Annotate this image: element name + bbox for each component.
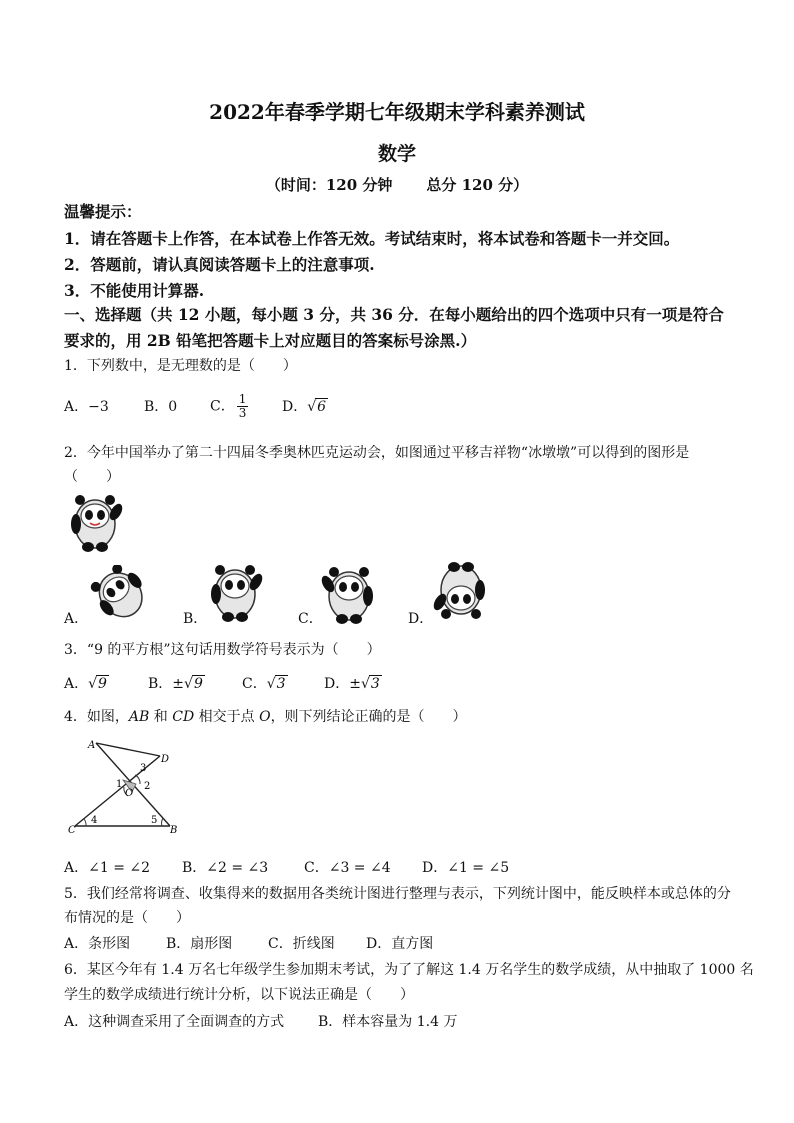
q5-option-b: B．扇形图 xyxy=(166,936,233,952)
q2-option-d-label: D． xyxy=(408,611,434,627)
label-point-b: B xyxy=(170,825,178,836)
q5-option-c: C．折线图 xyxy=(268,936,335,952)
notice-item-2: 2．答题前，请认真阅读答题卡上的注意事项. xyxy=(64,255,375,274)
q4-option-a: A．∠1 = ∠2 xyxy=(64,860,151,876)
label-point-a: A xyxy=(88,740,96,751)
label-point-d: D xyxy=(161,754,170,765)
q6-options xyxy=(64,1011,457,1031)
q5-stem-line1: 5．我们经常将调查、收集得来的数据用各类统计图进行整理与表示，下列统计图中，能反映样本或总体的分 xyxy=(64,886,731,902)
total-score: 总分 120 分） xyxy=(426,176,529,194)
notice-item-3: 3．不能使用计算器. xyxy=(64,281,205,300)
label-angle-3: 3 xyxy=(140,763,147,774)
q2-option-c-label: C． xyxy=(298,611,323,627)
section-heading-line1: 一、选择题（共 12 小题，每小题 3 分，共 36 分．在每小题给出的四个选项中只有一项是符合 xyxy=(64,305,724,324)
label-point-c: C xyxy=(68,825,76,836)
q3-option-d: D．±√3 xyxy=(324,676,380,692)
q4-geometry-figure xyxy=(64,732,196,838)
time-limit: （时间：120 分钟 xyxy=(265,176,393,194)
label-angle-4: 4 xyxy=(91,815,98,826)
q6-option-a: A．这种调查采用了全面调查的方式 xyxy=(64,1014,285,1030)
q1-option-b: B．0 xyxy=(144,398,178,415)
q3-options xyxy=(64,673,382,693)
label-point-o: O xyxy=(125,788,134,799)
notice-item-1: 1．请在答题卡上作答，在本试卷上作答无效。考试结束时，将本试卷和答题卡一并交回。 xyxy=(64,229,680,248)
notice-heading: 温馨提示： xyxy=(64,202,142,221)
q3-stem: 3．“9 的平方根”这句话用数学符号表示为（ ） xyxy=(64,642,381,658)
mascot-option-b-icon xyxy=(206,560,264,624)
q1-stem: 1．下列数中，是无理数的是（ ） xyxy=(64,358,297,374)
q3-option-a: A．√9 xyxy=(64,676,107,692)
q5-stem-line2: 布情况的是（ ） xyxy=(64,910,190,926)
mascot-option-a-icon xyxy=(88,565,152,623)
mascot-option-c-icon xyxy=(320,562,378,626)
section-heading-line2: 要求的，用 2B 铅笔把答题卡上对应题目的答案标号涂黑.） xyxy=(64,331,477,350)
q2-stem-line1: 2．今年中国举办了第二十四届冬季奥林匹克运动会，如图通过平移吉祥物“冰墩墩”可以得到的图形是 xyxy=(64,445,690,461)
q6-stem-line2: 学生的数学成绩进行统计分析，以下说法正确是（ ） xyxy=(64,987,414,1003)
q6-stem-line1: 6．某区今年有 1.4 万名七年级学生参加期末考试，为了了解这 1.4 万名学生的数学成绩，从中抽取了 1000 名 xyxy=(64,962,754,978)
q2-stem-line2: （ ） xyxy=(64,469,120,485)
label-angle-2: 2 xyxy=(144,781,151,792)
q6-option-b: B．样本容量为 1.4 万 xyxy=(318,1014,458,1030)
q4-option-b: B．∠2 = ∠3 xyxy=(182,860,269,876)
mascot-reference-icon xyxy=(66,490,126,554)
sqrt-symbol: √ xyxy=(307,398,317,415)
q1-option-d: D．√6 xyxy=(282,398,327,415)
q4-stem: 4．如图，AB 和 CD 相交于点 O，则下列结论正确的是（ ） xyxy=(64,709,467,725)
q3-option-b: B．±√9 xyxy=(148,676,203,692)
q2-option-a-label: A． xyxy=(64,611,89,627)
q3-option-c: C．√3 xyxy=(242,676,286,692)
time-info xyxy=(0,174,794,195)
label-angle-5: 5 xyxy=(151,815,158,826)
subject-title: 数学 xyxy=(377,143,416,165)
q5-options xyxy=(64,933,433,953)
fraction: $\frac{1}{3}$ xyxy=(238,392,247,420)
mascot-option-d-icon xyxy=(432,560,490,624)
exam-title: 2022年春季学期七年级期末学科素养测试 xyxy=(209,100,585,124)
q5-option-a: A．条形图 xyxy=(64,936,131,952)
q5-option-d: D．直方图 xyxy=(366,936,434,952)
q4-options xyxy=(64,857,509,877)
q1-option-c: C． $\frac{1}{3}$ xyxy=(210,392,247,420)
q2-option-b-label: B． xyxy=(183,611,208,627)
q1-options xyxy=(64,393,328,420)
q4-option-d: D．∠1 = ∠5 xyxy=(422,860,510,876)
q4-option-c: C．∠3 = ∠4 xyxy=(304,860,391,876)
label-angle-1: 1 xyxy=(116,779,123,790)
q1-option-a: A．−3 xyxy=(64,398,109,415)
